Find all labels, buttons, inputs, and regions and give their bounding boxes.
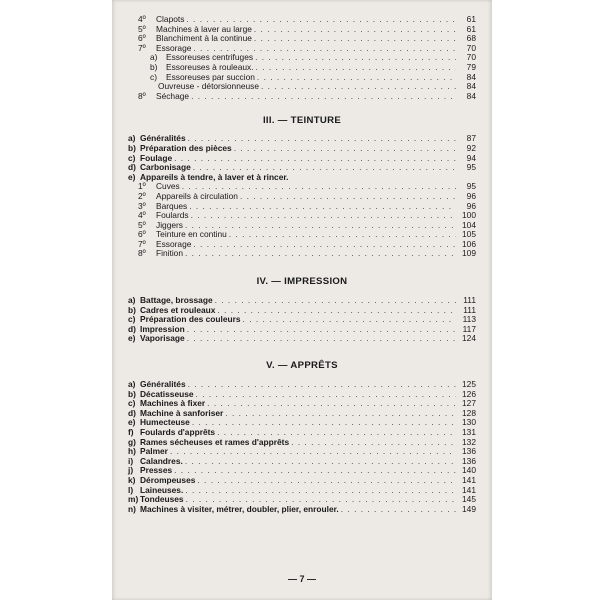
entry-page-number: 136 [462,446,476,457]
entry-title: Battage, brossage [140,295,213,306]
dot-leader [341,505,456,515]
entry-page-number: 92 [466,142,476,153]
entry-page-number: 94 [466,152,476,163]
entry-title: Palmer [140,446,168,457]
entry-title: Généralités [140,379,186,390]
entry-marker: l) [128,484,134,495]
entry-marker: 7º [138,42,146,53]
entry-page-number: 61 [466,23,476,34]
entry-title: Blanchiment à la continue [156,33,252,44]
toc-entry [128,438,476,448]
dot-leader [240,192,456,202]
entry-page-number: 145 [462,494,476,505]
dot-leader [234,144,456,154]
entry-page-number: 84 [466,81,476,92]
entry-marker: 8º [138,248,146,259]
entry-title: Cadres et rouleaux [140,304,216,315]
dot-leader [254,34,456,44]
entry-marker: c) [128,152,136,163]
entry-title: Essoreuses centrifuges [166,52,254,63]
entry-title: Foulage [140,152,173,163]
dot-leader [225,409,456,419]
entry-title: Généralités [140,133,186,144]
entry-title: Décatisseuse [140,388,194,399]
toc-entry [128,457,476,467]
entry-page-number: 131 [462,427,476,437]
entry-marker: 5º [138,23,146,34]
entry-marker: 7º [138,238,146,249]
entry-page-number: 149 [462,503,476,514]
entry-marker: 6º [138,229,146,240]
entry-page-number: 87 [466,133,476,144]
entry-page-number: 95 [466,181,476,192]
entry-page-number: 140 [462,465,476,476]
section-teinture [128,115,476,259]
dot-leader [217,306,456,316]
entry-title: Clapots [156,14,185,24]
entry-marker: e) [128,333,136,344]
entry-title: Impression [140,323,185,334]
entry-page-number: 96 [466,190,476,201]
section-heading: III. — TEINTURE [262,115,342,127]
entry-marker: 2º [138,190,146,201]
dot-leader [261,82,456,92]
entry-page-number: 68 [466,33,476,44]
continuation-list [128,15,476,101]
toc-entry [128,144,476,154]
section-impression [128,276,476,344]
entry-page-number: 106 [462,238,476,249]
entry-title: Laineuses. [140,484,184,495]
entry-title: Essoreuses à rouleaux. [166,61,254,72]
entry-title: Machine à sanforiser [140,407,224,418]
dot-leader [197,476,456,486]
entry-title: Carbonisage [140,162,191,173]
entry-title: Vaporisage [140,333,185,344]
dot-leader [243,315,456,325]
entry-title: Barques [156,200,188,211]
entry-page-number: 117 [462,323,476,334]
dot-leader [255,53,456,63]
entry-page-number: 109 [462,248,476,259]
entry-title: Teinture en continu [156,229,227,240]
dot-leader [187,325,456,335]
entry-page-number: 141 [462,474,476,485]
dot-leader [189,202,456,212]
dot-leader [191,211,456,221]
dot-leader [187,334,456,344]
entry-page-number: 70 [466,42,476,53]
entry-page-number: 84 [466,90,476,101]
entry-title: Machines à fixer [140,398,206,409]
entry-title: Ouvreuse - détorsionneuse [158,81,260,92]
entry-marker: j) [128,465,134,476]
dot-leader [192,418,456,428]
entry-title: Calandres. [140,455,183,466]
entry-title: Tondeuses [140,494,184,505]
entry-title: Presses [140,465,173,476]
entry-marker: d) [128,162,136,173]
entry-marker: c) [150,71,157,82]
entry-page-number: 130 [462,417,476,428]
toc-entry [128,249,476,259]
table-of-contents [128,15,476,514]
entry-title: Machines à visiter, métrer, doubler, plier, enrouler. [140,503,339,514]
section-heading: IV. — IMPRESSION [256,276,348,288]
entry-marker: b) [150,61,158,72]
dot-leader [193,240,456,250]
entry-page-number: 126 [462,388,476,399]
entry-title: Cuves [156,181,180,192]
section-apprets [128,360,476,514]
entry-page-number: 61 [466,14,476,24]
entry-page-number: 100 [462,210,476,221]
entry-marker: e) [128,171,136,182]
entry-title: Dérompeuses [140,474,196,485]
entry-marker: f) [128,427,134,437]
dot-leader [185,249,456,259]
dot-leader [170,447,456,457]
entry-marker: d) [128,407,136,418]
entry-page-number: 141 [462,484,476,495]
dot-leader [207,399,456,409]
entry-page-number: 70 [466,52,476,63]
entry-title: Essorage [156,42,192,53]
entry-title: Préparation des couleurs [140,314,241,325]
entry-marker: 4º [138,210,146,221]
entry-marker: 8º [138,90,146,101]
entry-title: Appareils à tendre, à laver et à rincer. [140,171,289,182]
entry-page-number: 128 [462,407,476,418]
entry-page-number: 111 [463,295,476,306]
entry-marker: b) [128,304,136,315]
entry-marker: m) [128,494,139,505]
entry-title: Préparation des pièces [140,142,232,153]
toc-entry [128,334,476,344]
entry-marker: k) [128,474,136,485]
section-items [128,380,476,514]
entry-page-number: 95 [466,162,476,173]
entry-title: Foulards [156,210,189,221]
entry-page-number: 96 [466,200,476,211]
entry-page-number: 125 [462,379,476,390]
entry-marker: 6º [138,33,146,44]
entry-page-number: 132 [462,436,476,447]
entry-marker: n) [128,503,136,514]
entry-marker: h) [128,446,136,457]
dot-leader [188,380,456,390]
dot-leader [185,457,456,467]
dot-leader [215,296,456,306]
entry-title: Rames sécheuses et rames d'apprêts [140,436,290,447]
dot-leader [257,73,456,83]
toc-entry [128,505,476,515]
entry-title: Humecteuse [140,417,190,428]
entry-marker: c) [128,314,136,325]
entry-page-number: 84 [466,71,476,82]
page-number: — 7 — [287,574,316,584]
dot-leader [196,390,456,400]
entry-marker: a) [150,52,158,63]
entry-marker: b) [128,388,136,399]
entry-page-number: 111 [463,304,476,315]
entry-page-number: 127 [462,398,476,409]
dot-leader [174,154,456,164]
entry-marker: b) [128,142,136,153]
entry-marker: d) [128,323,136,334]
entry-page-number: 124 [462,333,476,344]
dot-leader [185,486,456,496]
entry-title: Finition [156,248,183,259]
entry-marker: 3º [138,200,146,211]
entry-title: Foulards d'apprêts [140,427,216,437]
entry-page-number: 113 [462,314,476,325]
entry-title: Machines à laver au large [156,23,252,34]
entry-page-number: 136 [462,455,476,466]
section-items [128,134,476,259]
dot-leader [256,63,456,73]
entry-marker: a) [128,133,136,144]
entry-title: Essoreuses par succion [166,71,255,82]
entry-page-number: 104 [462,219,476,230]
dot-leader [254,25,456,35]
entry-title: Jiggers [156,219,183,230]
entry-title: Séchage [156,90,190,101]
dot-leader [291,438,456,448]
dot-leader [174,466,456,476]
entry-marker: 5º [138,219,146,230]
entry-marker: i) [128,455,134,466]
entry-marker: a) [128,379,136,390]
entry-marker: 1º [138,181,146,192]
entry-marker: c) [128,398,136,409]
section-items [128,296,476,344]
entry-title: Essorage [156,238,192,249]
entry-marker: a) [128,295,136,306]
entry-marker: e) [128,417,136,428]
toc-entry [128,92,476,102]
entry-marker: 4º [138,14,146,24]
dot-leader [191,92,456,102]
entry-marker: g) [128,436,136,447]
toc-entry [128,173,476,183]
dot-leader [229,230,456,240]
section-heading: V. — APPRÊTS [266,360,338,372]
entry-page-number: 105 [462,229,476,240]
entry-page-number: 79 [466,61,476,72]
entry-title: Appareils à circulation [156,190,238,201]
